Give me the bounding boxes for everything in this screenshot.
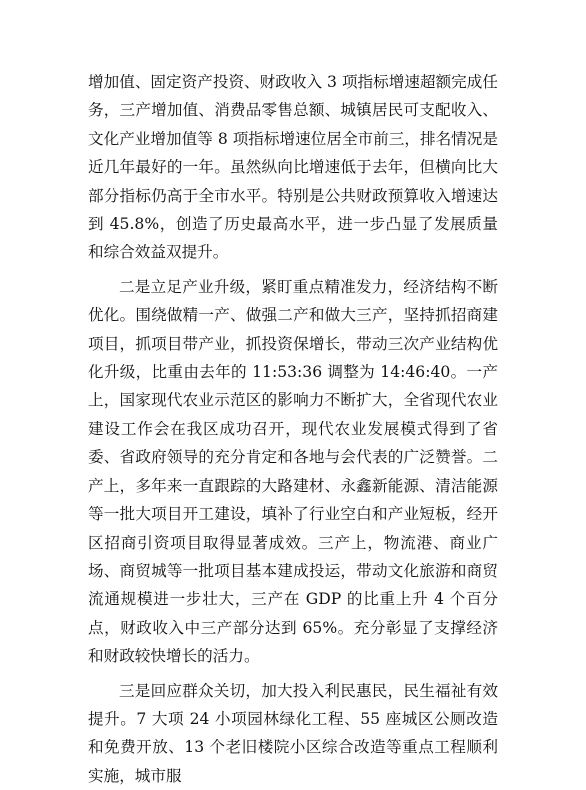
document-body [88, 68, 498, 790]
paragraph-1: 增加值、固定资产投资、财政收入 3 项指标增速超额完成任务，三产增加值、消费品零售总额、城镇居民可支配收入、文化产业增加值等 8 项指标增速位居全市前三，排名情况是近几年最好的一年。虽然纵向比增速低于去年，但横向比大部分指标仍高于全市水平。特别是公共财政预算收入增速达到 45.8%，创造了历史最高水平，进一步凸显了发展质量和综合效益双提升。 [88, 73, 498, 262]
paragraph-2: 二是立足产业升级，紧盯重点精准发力，经济结构不断优化。围绕做精一产、做强二产和做大三产，坚持抓招商建项目，抓项目带产业，抓投资保增长，带动三次产业结构优化升级，比重由去年的 11:53:36 调整为 14:46:40。一产上，国家现代农业示范区的影响力不断扩大，全省现代农业建设工作会在我区成功召开，现代农业发展模式得到了省委、省政府领导的充分肯定和各地与会代表的广泛赞誉。二产上，多年来一直跟踪的大路建材、永鑫新能源、清洁能源等一批大项目开工建设，填补了行业空白和产业短板，经开区招商引资项目取得显著成效。三产上，物流港、商业广场、商贸城等一批项目基本建成投运，带动文化旅游和商贸流通规模进一步壮大，三产在 GDP 的比重上升 4 个百分点，财政收入中三产部分达到 65%。充分彰显了支撑经济和财政较快增长的活力。 [88, 277, 498, 666]
paragraph-3: 三是回应群众关切，加大投入利民惠民，民生福祉有效提升。7 大项 24 小项园林绿化工程、55 座城区公厕改造和免费开放、13 个老旧楼院小区综合改造等重点工程顺利实施，城市服 [88, 681, 498, 785]
